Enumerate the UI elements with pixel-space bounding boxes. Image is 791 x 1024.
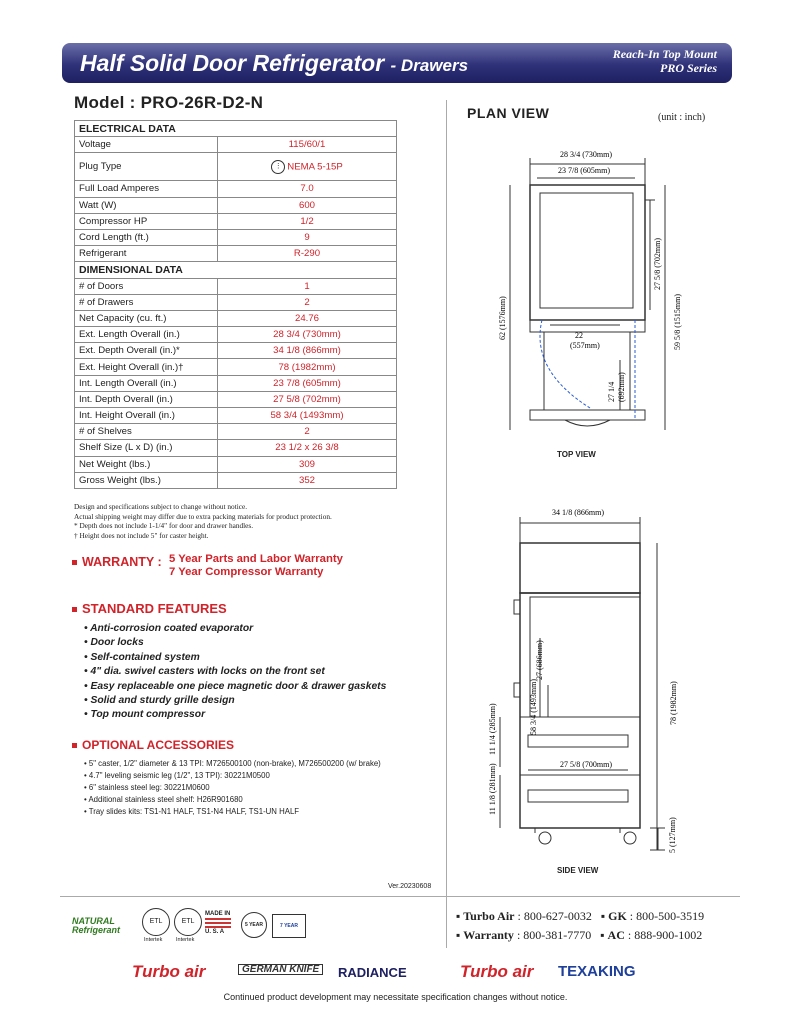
list-item: • Additional stainless steel shelf: H26R901680 (84, 795, 243, 804)
contact-label: GK (608, 909, 627, 923)
dim-width-inner: 23 7/8 (605mm) (558, 166, 610, 175)
spec-value: 9 (218, 229, 397, 245)
contact-label: Warranty (463, 928, 514, 942)
list-item: • 4.7" leveling seismic leg (1/2", 13 TPI): 30221M0500 (84, 771, 270, 780)
table-row (75, 181, 397, 197)
note: * Depth does not include 1-1/4" for door and drawer handles. (74, 521, 254, 531)
spec-section-header (75, 121, 397, 137)
spec-label: Shelf Size (L x D) (in.) (75, 440, 218, 456)
etl-sanitation-badge-icon: ETL (174, 908, 202, 936)
list-item: • Tray slides kits: TS1-N1 HALF, TS1-N4 HALF, TS1-UN HALF (84, 807, 300, 816)
radiance-logo: RADIANCE (338, 965, 407, 980)
dim-drawer2: 11 1/8 (281mm) (488, 763, 497, 815)
natural-text: NATURAL (72, 916, 115, 926)
spec-value: R-290 (218, 246, 397, 262)
table-row (75, 424, 397, 440)
flag-icon (205, 918, 231, 928)
contact-row: ▪ Warranty : 800-381-7770 ▪ AC : 888-900-1002 (456, 928, 703, 942)
spec-value: 2 (218, 294, 397, 310)
list-item: • Top mount compressor (84, 709, 206, 721)
unit-label: (unit : inch) (658, 112, 706, 123)
spec-label: Full Load Amperes (75, 181, 218, 197)
spec-label: Net Weight (lbs.) (75, 456, 218, 472)
spec-value: 24.76 (218, 310, 397, 326)
spec-label: Compressor HP (75, 213, 218, 229)
contact-row: ▪ Turbo Air : 800-627-0032 ▪ GK : 800-500-3519 (456, 909, 705, 923)
spec-label: # of Shelves (75, 424, 218, 440)
bullet-icon (72, 743, 77, 748)
spec-label: Ext. Height Overall (in.)† (75, 359, 218, 375)
section-title: ELECTRICAL DATA (75, 121, 397, 137)
table-row (75, 246, 397, 262)
seven-year-warranty-icon: 7 YEAR (272, 914, 306, 938)
dim-width-outer: 28 3/4 (730mm) (560, 150, 612, 159)
five-year-warranty-icon: 5 YEAR (241, 912, 267, 938)
optional-accessories-title: OPTIONAL ACCESSORIES (82, 738, 235, 752)
table-row (75, 456, 397, 472)
divider (446, 100, 447, 900)
spec-value: 58 3/4 (1493mm) (218, 408, 397, 424)
bullet-icon (72, 560, 77, 565)
list-item: • Solid and sturdy grille design (84, 695, 235, 707)
warranty-label: WARRANTY : (82, 555, 162, 569)
note: Design and specifications subject to change without notice. (74, 502, 248, 511)
top-view-drawing (470, 140, 710, 450)
bullet-icon (72, 607, 77, 612)
dim-int-upper: 27 (686mm) (535, 640, 544, 680)
side-view-label: SIDE VIEW (557, 866, 599, 875)
title-sub: - Drawers (390, 56, 469, 75)
contact-phone: : 800-500-3519 (629, 909, 705, 923)
spec-value: 309 (218, 456, 397, 472)
spec-value: 7.0 (218, 181, 397, 197)
spec-label: Plug Type (75, 153, 218, 181)
spec-label: Voltage (75, 137, 218, 153)
made-in-usa-badge (205, 910, 231, 936)
contact-info (456, 907, 704, 945)
table-row (75, 327, 397, 343)
spec-label: # of Doors (75, 278, 218, 294)
dim-depth-total: 59 5/8 (1515mm) (673, 294, 682, 350)
table-row (75, 310, 397, 326)
spec-value: 34 1/8 (866mm) (218, 343, 397, 359)
list-item: • Anti-corrosion coated evaporator (84, 623, 254, 634)
spec-value: 23 1/2 x 26 3/8 (218, 440, 397, 456)
spec-table (74, 120, 397, 489)
footnote: Continued product development may necessitate specification changes without notice. (223, 992, 568, 1002)
contact-phone: : 888-900-1002 (627, 928, 703, 942)
optional-accessories-heading (72, 738, 234, 752)
plan-view-title: PLAN VIEW (467, 105, 550, 121)
table-row (75, 408, 397, 424)
notes (74, 502, 332, 540)
optional-accessories-list (84, 758, 381, 818)
spec-value: 1/2 (218, 213, 397, 229)
version-label: Ver.20230608 (388, 883, 432, 890)
dim-side-depth: 34 1/8 (866mm) (552, 508, 604, 517)
turbo-air-logo: Turbo air (132, 962, 206, 981)
standard-features-title: STANDARD FEATURES (82, 601, 227, 616)
turbo-air-logo: Turbo air (460, 962, 534, 981)
brand-logos (100, 962, 690, 984)
spec-label: Int. Length Overall (in.) (75, 375, 218, 391)
usa-text: U. S. A (205, 929, 225, 935)
spec-label: Int. Depth Overall (in.) (75, 391, 218, 407)
table-row (75, 229, 397, 245)
table-row (75, 137, 397, 153)
warranty-line2: 7 Year Compressor Warranty (169, 566, 324, 578)
list-item: • Easy replaceable one piece magnetic door & drawer gaskets (84, 680, 387, 692)
spec-value (218, 153, 397, 181)
intertek-label: Intertek (144, 937, 163, 943)
top-view-label: TOP VIEW (557, 450, 596, 459)
dim-drawer-depth-mm: (692mm) (617, 372, 626, 402)
divider (446, 900, 447, 948)
made-in-text: MADE IN (205, 911, 231, 917)
dim-height: 78 (1982mm) (669, 681, 678, 725)
divider (60, 896, 740, 897)
dim-depth-open: 62 (1576mm) (498, 296, 507, 340)
spec-value: 352 (218, 472, 397, 488)
spec-value: 28 3/4 (730mm) (218, 327, 397, 343)
table-row (75, 153, 397, 181)
side-view-drawing (470, 505, 710, 865)
spec-label: Gross Weight (lbs.) (75, 472, 218, 488)
dim-int-height: 58 3/4 (1493mm) (529, 679, 538, 735)
german-knife-logo: GERMAN KNIFE (238, 964, 323, 975)
list-item: • 6" stainless steel leg: 30221M0600 (84, 783, 210, 792)
contact-phone: : 800-627-0032 (517, 909, 592, 923)
etl-badge-icon: ETL (142, 908, 170, 936)
spec-section-header (75, 262, 397, 278)
series-line1: Reach-In Top Mount (612, 47, 717, 61)
natural-refrigerant-logo (72, 917, 120, 935)
table-row (75, 359, 397, 375)
spec-value: 78 (1982mm) (218, 359, 397, 375)
table-row (75, 391, 397, 407)
table-row (75, 440, 397, 456)
dim-depth-inner: 27 5/8 (702mm) (653, 238, 662, 290)
spec-value: 1 (218, 278, 397, 294)
series-label (613, 47, 717, 75)
contact-label: AC (607, 928, 625, 942)
list-item: • 5" caster, 1/2" diameter & 13 TPI: M726500100 (non-brake), M726500200 (w/ brake) (84, 759, 381, 768)
table-row (75, 278, 397, 294)
table-row (75, 375, 397, 391)
contact-phone: : 800-381-7770 (516, 928, 592, 942)
table-row (75, 197, 397, 213)
dim-drawer-depth-side: 27 5/8 (700mm) (560, 760, 612, 769)
spec-label: Ext. Length Overall (in.) (75, 327, 218, 343)
list-item: • Door locks (84, 637, 144, 649)
spec-value: 2 (218, 424, 397, 440)
dim-drawer-width-mm: (557mm) (570, 341, 600, 350)
dim-drawer-depth: 27 1/4 (607, 381, 616, 402)
refrigerant-text: Refrigerant (72, 925, 121, 935)
spec-label: # of Drawers (75, 294, 218, 310)
standard-features-heading (72, 601, 227, 616)
intertek-label: Intertek (176, 937, 195, 943)
warranty-heading (72, 555, 162, 569)
series-line2: PRO Series (660, 61, 717, 75)
table-row (75, 213, 397, 229)
dim-caster: 5 (127mm) (668, 817, 677, 853)
spec-value: 115/60/1 (218, 137, 397, 153)
model-number: Model : PRO-26R-D2-N (74, 93, 264, 112)
spec-label: Refrigerant (75, 246, 218, 262)
dim-drawer-width: 22 (575, 331, 583, 340)
texaking-logo: TEXAKING (558, 963, 636, 980)
spec-value: 600 (218, 197, 397, 213)
spec-label: Ext. Depth Overall (in.)* (75, 343, 218, 359)
plug-type-value: NEMA 5-15P (287, 161, 343, 173)
warranty-lines (169, 553, 343, 579)
page-title (80, 50, 468, 77)
standard-features-list (84, 622, 386, 723)
spec-value: 23 7/8 (605mm) (218, 375, 397, 391)
spec-label: Cord Length (ft.) (75, 229, 218, 245)
list-item: • Self-contained system (84, 651, 200, 663)
note: Actual shipping weight may differ due to extra packing materials for product protection. (74, 511, 332, 521)
title-main: Half Solid Door Refrigerator (80, 50, 385, 76)
note: † Height does not include 5" for caster height. (74, 530, 209, 540)
table-row (75, 294, 397, 310)
spec-label: Int. Height Overall (in.) (75, 408, 218, 424)
spec-label: Net Capacity (cu. ft.) (75, 310, 218, 326)
plug-icon: ⋮ (271, 160, 285, 174)
warranty-line1: 5 Year Parts and Labor Warranty (169, 553, 343, 565)
spec-value: 27 5/8 (702mm) (218, 391, 397, 407)
list-item: • 4" dia. swivel casters with locks on the front set (84, 666, 325, 678)
section-title: DIMENSIONAL DATA (75, 262, 397, 278)
table-row (75, 472, 397, 488)
contact-label: Turbo Air (463, 909, 515, 923)
dim-drawer1: 11 1/4 (285mm) (488, 703, 497, 755)
spec-label: Watt (W) (75, 197, 218, 213)
table-row (75, 343, 397, 359)
